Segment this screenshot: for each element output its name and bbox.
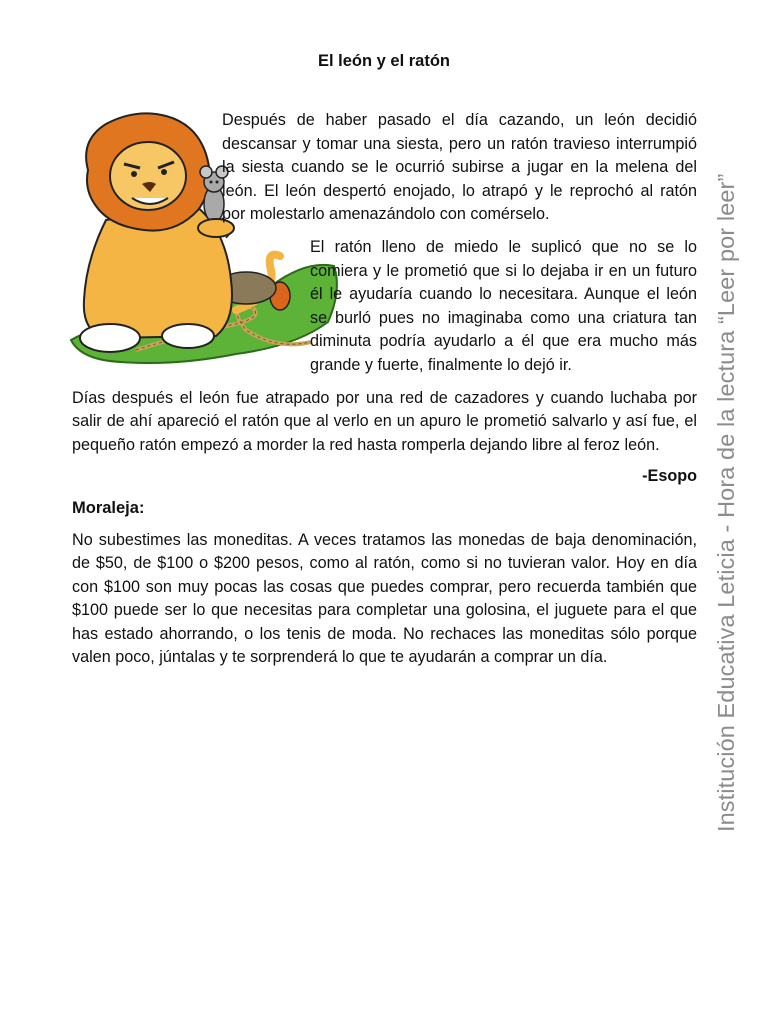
story-text bbox=[72, 109, 697, 670]
moral-heading: Moraleja: bbox=[72, 498, 145, 517]
author-credit: -Esopo bbox=[642, 467, 697, 486]
story-paragraph: Después de haber pasado el día cazando, un león decidió descansar y tomar una siesta, pero un ratón travieso interrumpió la siesta cuando se le ocurrió subirse a jugar en la melena del león. El león despertó enojado, lo atrapó y le reprochó al ratón por molestarlo amenazándolo con comérselo. bbox=[222, 111, 697, 224]
story-paragraph: El ratón lleno de miedo le suplicó que no se lo comiera y le prometió que si lo dejaba ir en un futuro él le ayudaría cuando lo necesitara. Aunque el león se burló pues no imaginaba como una criatura tan diminuta podría ayudarlo a él que era mucho más grande y fuerte, finalmente lo dejó ir. bbox=[310, 237, 697, 374]
moral-paragraph: No subestimes las moneditas. A veces tratamos las monedas de baja denominación, de $50, de $100 o $200 pesos, como al ratón, como si no tuvieran valor. Hoy en día con $100 son muy pocas las cosas que puedes comprar, pero recuerda también que $100 puede ser lo que necesitas para completar una golosina, el juguete para el que has estado ahorrando, o los tenis de moda. No rechaces las moneditas sólo porque valen poco, júntalas y te sorprenderá lo que te ayudarán a comprar un día. bbox=[72, 530, 697, 667]
page-title: El león y el ratón bbox=[317, 52, 451, 70]
story-paragraph: Días después el león fue atrapado por una red de cazadores y cuando luchaba por salir de ahí apareció el ratón que al verlo en un apuro le prometió salvarlo y así fue, el pequeño ratón empezó a morder la red hasta romperla dejando libre al feroz león. bbox=[72, 388, 697, 454]
institution-watermark: Institución Educativa Leticia - Hora de la lectura “Leer por leer” bbox=[713, 173, 739, 832]
